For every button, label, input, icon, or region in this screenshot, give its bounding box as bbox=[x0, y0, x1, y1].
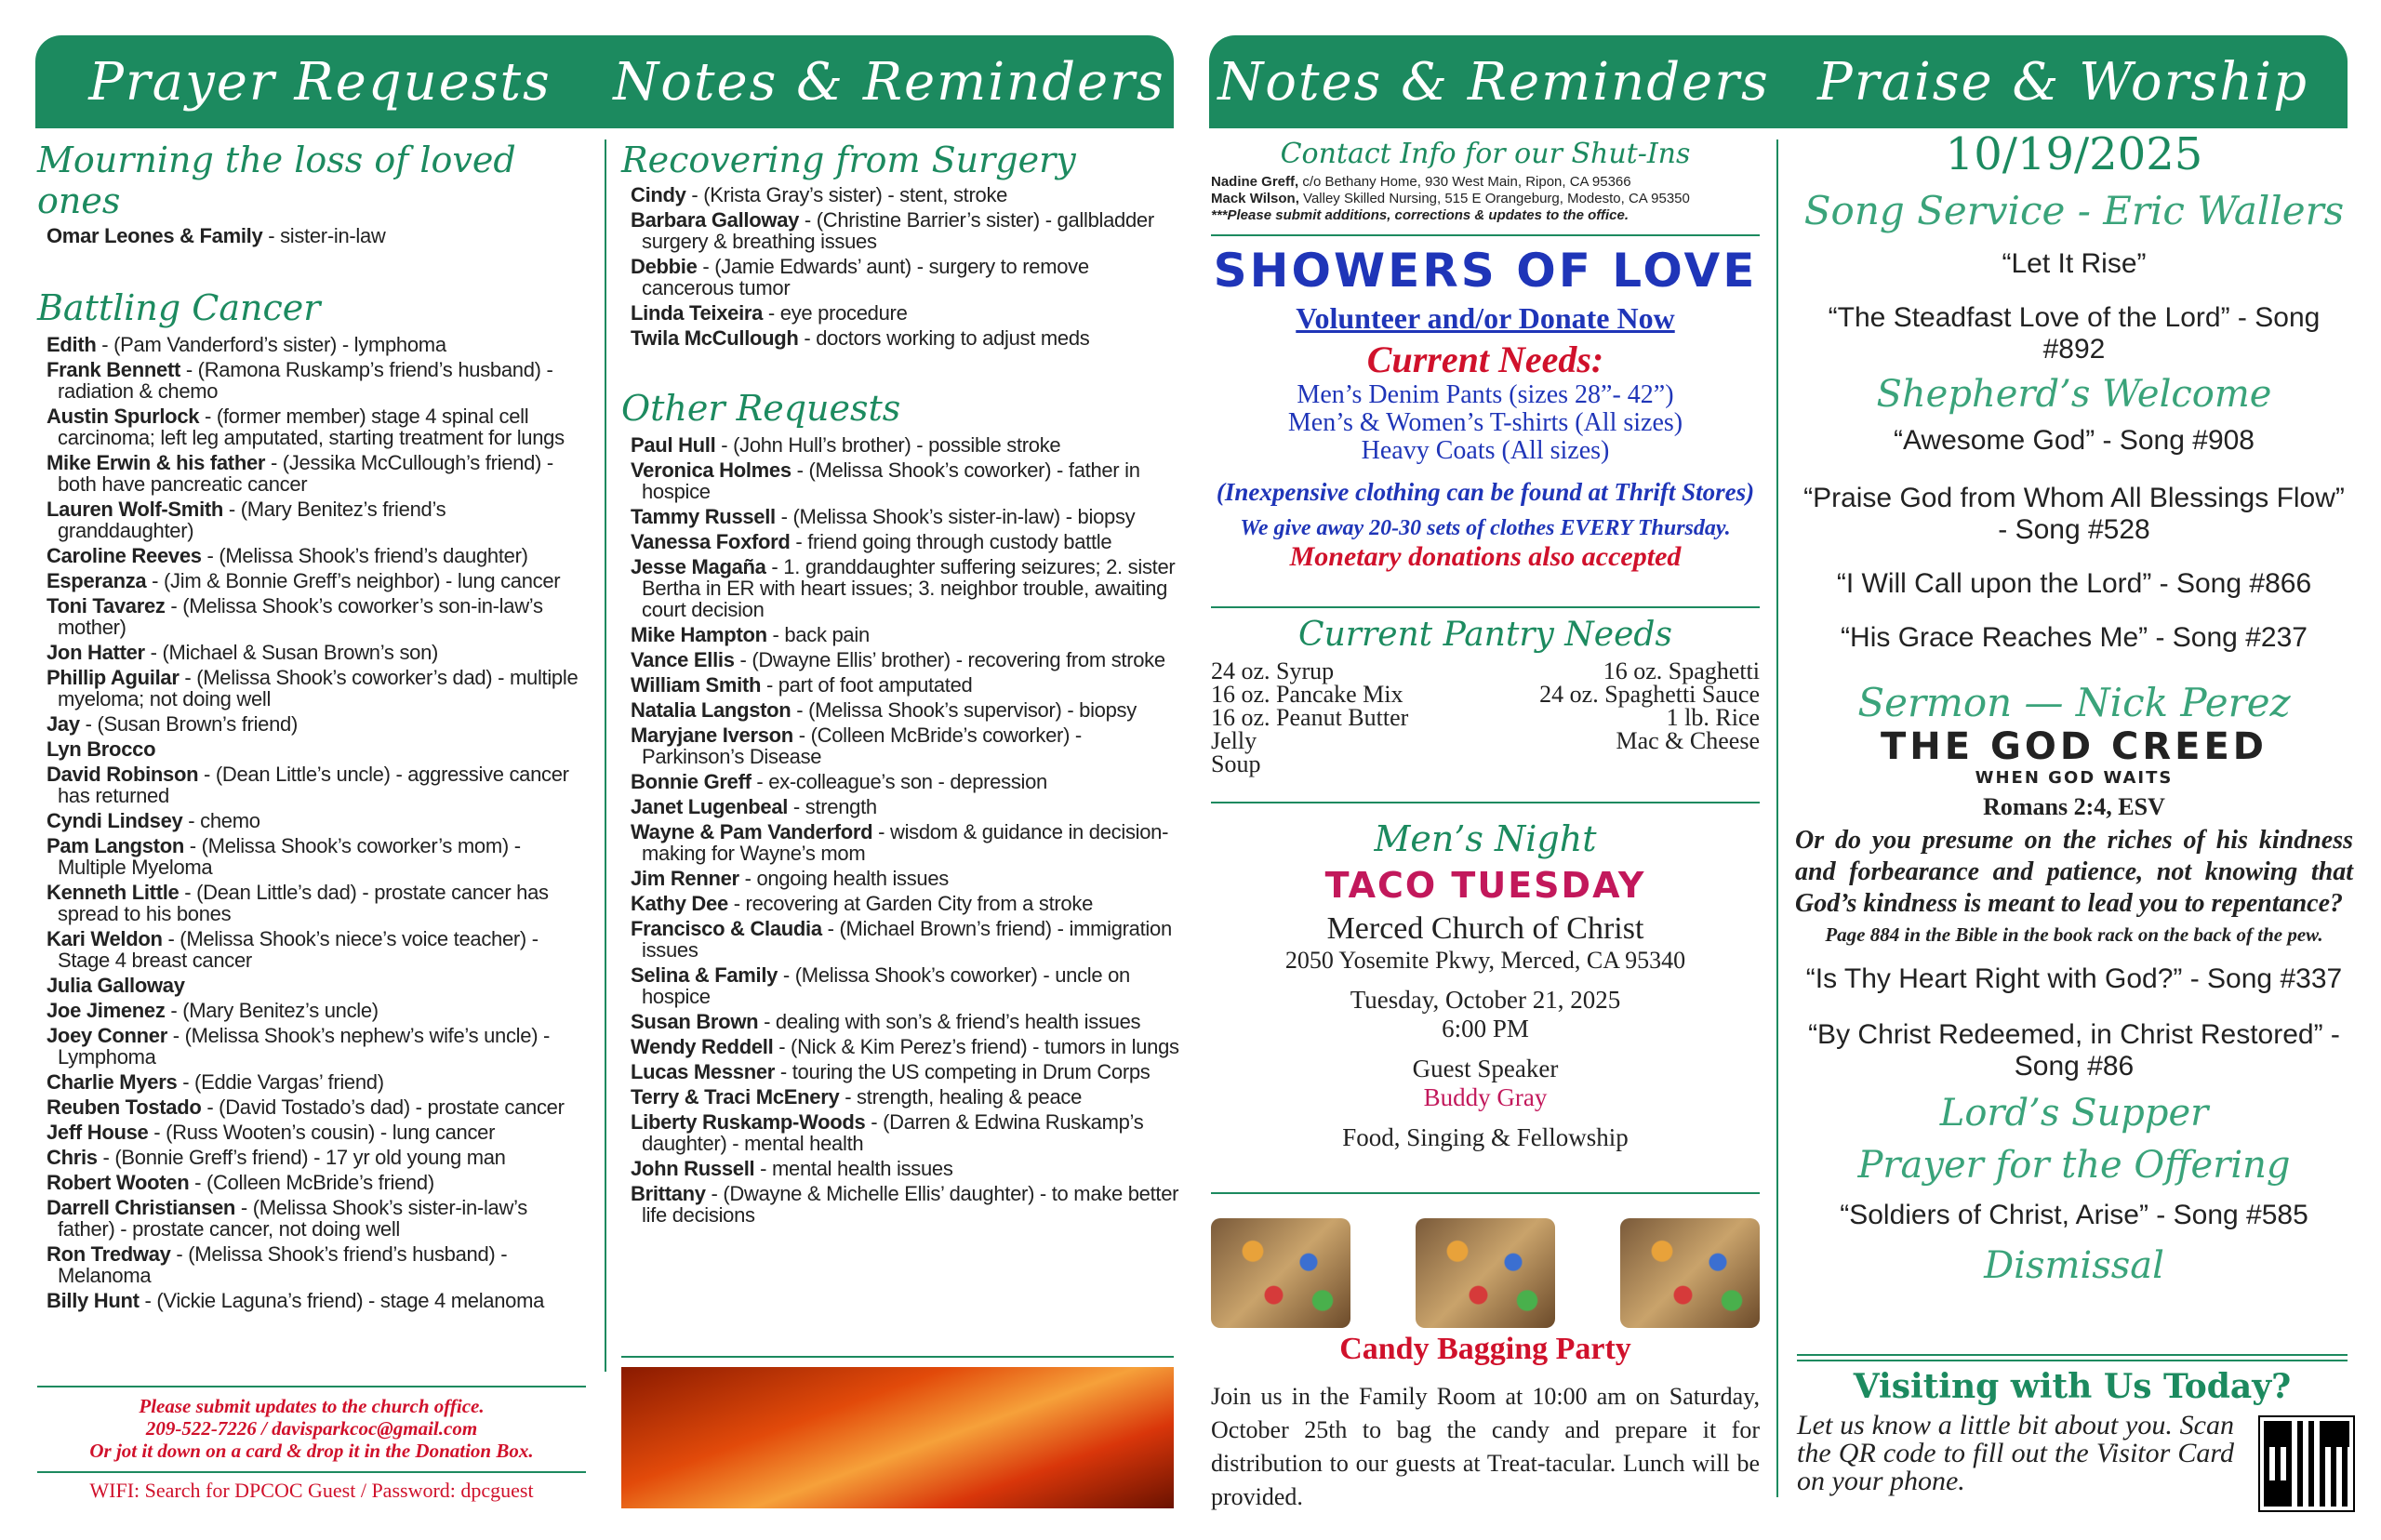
request-detail: - (Colleen McBride’s friend) bbox=[189, 1171, 434, 1194]
cancer-item bbox=[37, 359, 586, 402]
pantry-item: 16 oz. Pancake Mix bbox=[1211, 681, 1403, 708]
song-5: “I Will Call upon the Lord” - Song #866 bbox=[1836, 568, 2312, 599]
request-name: Lyn Brocco bbox=[47, 737, 156, 761]
shutin-2: Mack Wilson, Valley Skilled Nursing, 515 E Orangeburg, Modesto, CA 95350 bbox=[1211, 191, 1690, 206]
request-detail: - (Pam Vanderford’s sister) - lymphoma bbox=[96, 333, 446, 356]
divider-visiting-2 bbox=[1797, 1360, 2348, 1361]
needs-title: Current Needs: bbox=[1366, 339, 1604, 380]
cancer-item bbox=[37, 1122, 586, 1143]
request-name: Tammy Russell bbox=[631, 505, 776, 528]
song-service: Song Service - Eric Wallers bbox=[1803, 188, 2345, 233]
header-notes-right: Notes & Reminders bbox=[1217, 51, 1770, 113]
mens-night-title: Men’s Night bbox=[1374, 818, 1597, 859]
pantry-item: Soup bbox=[1211, 750, 1261, 777]
speaker-label: Guest Speaker bbox=[1412, 1055, 1559, 1082]
divider-showers bbox=[1211, 606, 1760, 608]
request-detail: - (Vickie Laguna’s friend) - stage 4 melanoma bbox=[139, 1289, 545, 1312]
request-name: Kenneth Little bbox=[47, 881, 180, 904]
other-request-item bbox=[621, 1183, 1179, 1226]
mourning-list bbox=[37, 225, 586, 246]
request-detail: - (Melissa Shook’s niece’s voice teacher) - Stage 4 breast cancer bbox=[58, 927, 539, 972]
dismissal: Dismissal bbox=[1984, 1244, 2164, 1287]
speaker-name: Buddy Gray bbox=[1423, 1083, 1548, 1111]
request-detail: - strength, healing & peace bbox=[839, 1085, 1083, 1109]
surgery-item bbox=[621, 256, 1179, 299]
request-name: Darrell Christiansen bbox=[47, 1196, 236, 1219]
request-detail: - (Jamie Edwards’ aunt) - surgery to remove cancerous tumor bbox=[642, 255, 1089, 299]
lords-supper: Lord’s Supper bbox=[1939, 1092, 2209, 1135]
request-name: Jay bbox=[47, 712, 80, 736]
request-detail: - (Susan Brown’s friend) bbox=[79, 712, 299, 736]
request-detail: - (Krista Gray’s sister) - stent, stroke bbox=[685, 183, 1008, 206]
request-name: Jeff House bbox=[47, 1121, 149, 1144]
request-name: Julia Galloway bbox=[47, 974, 185, 997]
shutins-note: ***Please submit additions, corrections & updates to the office. bbox=[1211, 207, 1629, 223]
request-detail: - (Melissa Shook’s sister-in-law) - biopsy bbox=[775, 505, 1136, 528]
request-name: Selina & Family bbox=[631, 963, 778, 987]
other-request-item bbox=[621, 674, 1179, 696]
cancer-item bbox=[37, 545, 586, 566]
request-detail: - part of foot amputated bbox=[761, 673, 973, 697]
showers-title: SHOWERS OF LOVE bbox=[1213, 244, 1758, 298]
candy-photo-2 bbox=[1416, 1218, 1555, 1328]
cancer-item bbox=[37, 713, 586, 735]
cancer-item bbox=[37, 1290, 586, 1311]
request-detail: - (Mary Benitez’s uncle) bbox=[165, 999, 379, 1022]
monetary-note: Monetary donations also accepted bbox=[1289, 541, 1682, 572]
submit-line-3: Or jot it down on a card & drop it in the Donation Box. bbox=[89, 1440, 534, 1462]
divider-prayer-footer bbox=[37, 1386, 586, 1387]
request-name: Edith bbox=[47, 333, 97, 356]
request-detail: - (Christine Barrier’s sister) - gallbladder surgery & breathing issues bbox=[642, 208, 1154, 253]
request-detail: - strength bbox=[788, 795, 877, 818]
other-request-item bbox=[621, 893, 1179, 914]
other-request-item bbox=[621, 434, 1179, 456]
other-request-item bbox=[621, 724, 1179, 767]
shutin-1: Nadine Greff, c/o Bethany Home, 930 West Main, Ripon, CA 95366 bbox=[1211, 174, 1631, 190]
request-detail: - chemo bbox=[182, 809, 260, 832]
other-request-item bbox=[621, 649, 1179, 670]
other-title: Other Requests bbox=[621, 388, 901, 429]
request-detail: - (Jim & Bonnie Greff’s neighbor) - lung cancer bbox=[146, 569, 561, 592]
cancer-item bbox=[37, 642, 586, 663]
sermon-series: THE GOD CREED bbox=[1881, 725, 2268, 768]
request-name: Terry & Traci McEnery bbox=[631, 1085, 840, 1109]
mens-food: Food, Singing & Fellowship bbox=[1342, 1123, 1629, 1151]
surgery-item bbox=[621, 184, 1179, 206]
request-detail: - (Jessika McCullough’s friend) - both have pancreatic cancer bbox=[58, 451, 553, 496]
need-3: Heavy Coats (All sizes) bbox=[1361, 436, 1610, 465]
other-request-item bbox=[621, 821, 1179, 864]
request-detail: - (Melissa Shook’s friend’s husband) - Melanoma bbox=[58, 1242, 508, 1287]
cancer-item bbox=[37, 405, 586, 448]
other-request-item bbox=[621, 1086, 1179, 1108]
request-name: Jim Renner bbox=[631, 867, 739, 890]
header-right bbox=[1209, 35, 2348, 128]
candy-body: Join us in the Family Room at 10:00 am on Saturday, October 25th to bag the candy and prepare it for distribution to our guests at Treat-tacular. Lunch will be provided. bbox=[1211, 1383, 1760, 1510]
request-name: Brittany bbox=[631, 1182, 706, 1205]
request-detail: - ongoing health issues bbox=[738, 867, 950, 890]
header-notes-left: Notes & Reminders bbox=[613, 51, 1165, 113]
request-detail: - (Melissa Shook’s friend’s daughter) bbox=[201, 544, 528, 567]
header-left bbox=[35, 35, 1174, 128]
request-name: Frank Bennett bbox=[47, 358, 181, 381]
request-name: Cyndi Lindsey bbox=[47, 809, 183, 832]
other-request-item bbox=[621, 459, 1179, 502]
song-6: “His Grace Reaches Me” - Song #237 bbox=[1841, 622, 2308, 653]
divider-mens bbox=[1211, 1192, 1760, 1194]
request-name: Wayne & Pam Vanderford bbox=[631, 820, 873, 843]
cancer-item bbox=[37, 882, 586, 924]
request-name: Austin Spurlock bbox=[47, 405, 200, 428]
mens-night-section bbox=[1211, 818, 1760, 1152]
surgery-item bbox=[621, 327, 1179, 349]
request-detail: - (Mary Benitez’s friend’s granddaughter) bbox=[58, 498, 446, 542]
surgery-list bbox=[621, 184, 1179, 349]
cancer-item bbox=[37, 835, 586, 878]
other-request-item bbox=[621, 624, 1179, 645]
request-name: Vance Ellis bbox=[631, 648, 735, 671]
request-detail: - friend going through custody battle bbox=[790, 530, 1112, 553]
request-detail: - (Melissa Shook’s coworker) - father in hospice bbox=[642, 458, 1140, 503]
other-request-item bbox=[621, 868, 1179, 889]
request-detail: - (Michael Brown’s friend) - immigration issues bbox=[642, 917, 1172, 962]
request-detail: - (Dean Little’s uncle) - aggressive cancer has returned bbox=[58, 763, 569, 807]
other-request-item bbox=[621, 699, 1179, 721]
request-name: Lauren Wolf-Smith bbox=[47, 498, 224, 521]
divider-shutins bbox=[1211, 234, 1760, 236]
request-name: Vanessa Foxford bbox=[631, 530, 791, 553]
thrift-note: (Inexpensive clothing can be found at Thrift Stores) bbox=[1216, 478, 1755, 506]
request-detail: - (Melissa Shook’s coworker’s son-in-law’s mother) bbox=[58, 594, 543, 639]
request-detail: - mental health issues bbox=[754, 1157, 953, 1180]
request-name: Ron Tredway bbox=[47, 1242, 171, 1266]
request-name: Jon Hatter bbox=[47, 641, 145, 664]
request-detail: - back pain bbox=[766, 623, 870, 646]
divider-pantry bbox=[1211, 802, 1760, 803]
candy-photo-1 bbox=[1211, 1218, 1350, 1328]
cancer-item bbox=[37, 498, 586, 541]
other-request-item bbox=[621, 1036, 1179, 1057]
header-prayer-requests: Prayer Requests bbox=[88, 51, 552, 113]
request-name: Pam Langston bbox=[47, 834, 184, 857]
request-name: Mike Hampton bbox=[631, 623, 767, 646]
request-name: Chris bbox=[47, 1146, 98, 1169]
request-detail: - (Ramona Ruskamp’s friend’s husband) - radiation & chemo bbox=[58, 358, 553, 403]
pantry-item: Mac & Cheese bbox=[1616, 727, 1760, 754]
request-name: Kathy Dee bbox=[631, 892, 728, 915]
cancer-item bbox=[37, 452, 586, 495]
request-name: Jesse Magaña bbox=[631, 555, 766, 578]
header-praise-worship: Praise & Worship bbox=[1817, 51, 2308, 113]
request-detail: - (Darren & Edwina Ruskamp’s daughter) - mental health bbox=[642, 1110, 1144, 1155]
mens-address: 2050 Yosemite Pkwy, Merced, CA 95340 bbox=[1284, 947, 1686, 974]
request-detail: - (Dwayne & Michelle Ellis’ daughter) - to make better life decisions bbox=[642, 1182, 1179, 1227]
cancer-item bbox=[37, 1147, 586, 1168]
surgery-item bbox=[621, 302, 1179, 324]
mourning-item bbox=[37, 225, 586, 246]
request-detail: - (Melissa Shook’s coworker) - uncle on hospice bbox=[642, 963, 1130, 1008]
cancer-item bbox=[37, 570, 586, 591]
cancer-item bbox=[37, 1000, 586, 1021]
request-name: Barbara Galloway bbox=[631, 208, 800, 232]
wifi-info: WIFI: Search for DPCOC Guest / Password: dpcguest bbox=[89, 1479, 534, 1502]
request-detail: - (Nick & Kim Perez’s friend) - tumors in lungs bbox=[773, 1035, 1179, 1058]
other-request-item bbox=[621, 556, 1179, 620]
other-request-item bbox=[621, 1111, 1179, 1154]
cancer-item bbox=[37, 738, 586, 760]
cancer-item bbox=[37, 1025, 586, 1068]
divider-wifi bbox=[37, 1471, 586, 1473]
divider-visiting-1 bbox=[1797, 1354, 2348, 1356]
request-detail: - (former member) stage 4 spinal cell carcinoma; left leg amputated, starting treatment for lungs bbox=[58, 405, 565, 449]
other-list bbox=[621, 434, 1179, 1226]
song-4: “Praise God from Whom All Blessings Flow” - Song #528 bbox=[1803, 483, 2345, 545]
shepherds-welcome: Shepherd’s Welcome bbox=[1876, 373, 2272, 416]
request-detail: - wisdom & guidance in decision-making for Wayne’s mom bbox=[642, 820, 1169, 865]
pantry-left bbox=[1211, 659, 1408, 776]
worship-date: 10/19/2025 bbox=[1945, 128, 2203, 180]
request-detail: - (John Hull’s brother) - possible stroke bbox=[715, 433, 1061, 457]
request-detail: - (Colleen McBride’s coworker) - Parkinson’s Disease bbox=[642, 724, 1082, 768]
cancer-list bbox=[37, 334, 586, 1311]
song-1: “Let It Rise” bbox=[2002, 248, 2147, 279]
cancer-item bbox=[37, 928, 586, 971]
request-detail: - (Eddie Vargas’ friend) bbox=[177, 1070, 384, 1094]
need-2: Men’s & Women’s T-shirts (All sizes) bbox=[1287, 408, 1683, 437]
request-name: Charlie Myers bbox=[47, 1070, 178, 1094]
request-detail: - 1. granddaughter suffering seizures; 2. sister Bertha in ER with heart issues; 3. neighbor trouble, awaiting court decision bbox=[642, 555, 1176, 621]
cancer-item bbox=[37, 595, 586, 638]
mens-church: Merced Church of Christ bbox=[1326, 911, 1644, 946]
request-name: Joey Conner bbox=[47, 1024, 167, 1047]
prayer-offering: Prayer for the Offering bbox=[1857, 1144, 2291, 1187]
request-name: Omar Leones & Family bbox=[47, 224, 263, 247]
request-detail: - (Russ Wooten’s cousin) - lung cancer bbox=[148, 1121, 496, 1144]
cancer-item bbox=[37, 1096, 586, 1118]
taco-tuesday: TACO TUESDAY bbox=[1324, 865, 1646, 906]
cancer-item bbox=[37, 1243, 586, 1286]
submit-note bbox=[37, 1395, 586, 1462]
pantry-item: 16 oz. Peanut Butter bbox=[1211, 704, 1409, 731]
request-name: William Smith bbox=[631, 673, 762, 697]
pantry-item: Jelly bbox=[1211, 727, 1257, 754]
worship-column bbox=[1795, 128, 2353, 1287]
request-name: John Russell bbox=[631, 1157, 755, 1180]
mens-date: Tuesday, October 21, 2025 bbox=[1350, 986, 1621, 1014]
request-name: Liberty Ruskamp-Woods bbox=[631, 1110, 866, 1134]
request-detail: - (Melissa Shook’s coworker’s dad) - multiple myeloma; not doing well bbox=[58, 666, 579, 710]
request-name: Esperanza bbox=[47, 569, 147, 592]
other-request-item bbox=[621, 918, 1179, 961]
request-detail: - (Dwayne Ellis’ brother) - recovering from stroke bbox=[734, 648, 1165, 671]
sermon-subtitle: WHEN GOD WAITS bbox=[1975, 768, 2174, 788]
request-name: Debbie bbox=[631, 255, 698, 278]
request-detail: - (Dean Little’s dad) - prostate cancer has spread to his bones bbox=[58, 881, 549, 925]
request-name: Bonnie Greff bbox=[631, 770, 752, 793]
request-name: Linda Teixeira bbox=[631, 301, 764, 325]
pantry-title: Current Pantry Needs bbox=[1298, 616, 1672, 654]
other-request-item bbox=[621, 506, 1179, 527]
visiting-title: Visiting with Us Today? bbox=[1853, 1367, 2292, 1406]
divider-col1 bbox=[605, 139, 606, 1372]
request-name: Joe Jimenez bbox=[47, 999, 166, 1022]
request-detail: - (Melissa Shook’s coworker’s mom) - Multiple Myeloma bbox=[58, 834, 521, 879]
song-8: “By Christ Redeemed, in Christ Restored” - Song #86 bbox=[1808, 1019, 2340, 1082]
request-name: Wendy Reddell bbox=[631, 1035, 774, 1058]
visiting-body: Let us know a little bit about you. Scan the QR code to fill out the Visitor Card on your phone. bbox=[1797, 1410, 2234, 1496]
page-note: Page 884 in the Bible in the book rack on the back of the pew. bbox=[1825, 923, 2323, 946]
shutins-title: Contact Info for our Shut-Ins bbox=[1280, 138, 1691, 170]
other-request-item bbox=[621, 796, 1179, 817]
request-detail: - eye procedure bbox=[763, 301, 908, 325]
submit-line-1: Please submit updates to the church office. bbox=[139, 1395, 485, 1417]
song-9: “Soldiers of Christ, Arise” - Song #585 bbox=[1840, 1200, 2308, 1230]
cancer-item bbox=[37, 1172, 586, 1193]
divider-notes-bottom bbox=[621, 1356, 1174, 1358]
song-7: “Is Thy Heart Right with God?” - Song #337 bbox=[1805, 963, 2343, 994]
pantry-item: 16 oz. Spaghetti bbox=[1603, 657, 1760, 684]
song-3: “Awesome God” - Song #908 bbox=[1894, 425, 2255, 456]
request-name: Kari Weldon bbox=[47, 927, 163, 950]
cancer-title: Battling Cancer bbox=[37, 287, 321, 328]
request-detail: - ex-colleague’s son - depression bbox=[751, 770, 1047, 793]
request-name: Twila McCullough bbox=[631, 326, 799, 350]
request-detail: - (Melissa Shook’s sister-in-law’s father) - prostate cancer, not doing well bbox=[58, 1196, 527, 1241]
other-request-item bbox=[621, 964, 1179, 1007]
cancer-item bbox=[37, 334, 586, 355]
request-detail: - touring the US competing in Drum Corps bbox=[775, 1060, 1151, 1083]
request-name: Janet Lugenbeal bbox=[631, 795, 789, 818]
request-name: Maryjane Iverson bbox=[631, 724, 793, 747]
request-name: Billy Hunt bbox=[47, 1289, 140, 1312]
other-request-item bbox=[621, 1158, 1179, 1179]
request-detail: - (Melissa Shook’s supervisor) - biopsy bbox=[791, 698, 1137, 722]
flame-image bbox=[621, 1367, 1174, 1508]
cancer-item bbox=[37, 667, 586, 710]
request-detail: - doctors working to adjust meds bbox=[798, 326, 1090, 350]
request-name: Paul Hull bbox=[631, 433, 716, 457]
pantry-item: 24 oz. Spaghetti Sauce bbox=[1539, 681, 1760, 708]
request-name: Mike Erwin & his father bbox=[47, 451, 266, 474]
cancer-item bbox=[37, 975, 586, 996]
request-detail: - sister-in-law bbox=[262, 224, 386, 247]
other-request-item bbox=[621, 771, 1179, 792]
request-name: Susan Brown bbox=[631, 1010, 759, 1033]
request-name: Lucas Messner bbox=[631, 1060, 776, 1083]
request-name: David Robinson bbox=[47, 763, 199, 786]
request-detail: - recovering at Garden City from a stroke bbox=[727, 892, 1094, 915]
request-name: Toni Tavarez bbox=[47, 594, 166, 617]
request-detail: - (David Tostado’s dad) - prostate cancer bbox=[201, 1095, 565, 1119]
surgery-title: Recovering from Surgery bbox=[621, 139, 1076, 180]
pantry-lists bbox=[1211, 659, 1760, 776]
request-name: Robert Wooten bbox=[47, 1171, 190, 1194]
cancer-item bbox=[37, 1071, 586, 1093]
shutins-section bbox=[1211, 138, 1760, 224]
other-request-item bbox=[621, 531, 1179, 552]
pantry-section bbox=[1211, 616, 1760, 776]
pantry-right bbox=[1539, 659, 1760, 776]
pantry-item: 1 lb. Rice bbox=[1666, 704, 1760, 731]
need-1: Men’s Denim Pants (sizes 28”- 42”) bbox=[1297, 380, 1674, 409]
mens-time: 6:00 PM bbox=[1442, 1015, 1529, 1042]
surgery-item bbox=[621, 209, 1179, 252]
scripture-verse: Or do you presume on the riches of his kindness and forbearance and patience, not knowing that God’s kindness is meant to lead you to repentance? bbox=[1795, 826, 2353, 918]
sermon-title: Sermon — Nick Perez bbox=[1857, 680, 2291, 725]
request-name: Veronica Holmes bbox=[631, 458, 791, 482]
candy-title: Candy Bagging Party bbox=[1339, 1332, 1631, 1366]
prayer-column bbox=[37, 139, 586, 1315]
cancer-item bbox=[37, 1197, 586, 1240]
request-name: Caroline Reeves bbox=[47, 544, 202, 567]
song-2: “The Steadfast Love of the Lord” - Song #892 bbox=[1828, 302, 2321, 365]
showers-section bbox=[1211, 244, 1760, 573]
giveaway-note: We give away 20-30 sets of clothes EVERY Thursday. bbox=[1240, 516, 1731, 540]
submit-line-2: 209-522-7226 / davisparkcoc@gmail.com bbox=[145, 1417, 478, 1440]
request-detail: - (Melissa Shook’s nephew’s wife’s uncle) - Lymphoma bbox=[58, 1024, 551, 1069]
cancer-item bbox=[37, 810, 586, 831]
request-detail: - dealing with son’s & friend’s health issues bbox=[758, 1010, 1141, 1033]
request-detail: - (Bonnie Greff’s friend) - 17 yr old young man bbox=[97, 1146, 506, 1169]
other-request-item bbox=[621, 1011, 1179, 1032]
divider-col3 bbox=[1776, 139, 1778, 1497]
request-name: Natalia Langston bbox=[631, 698, 791, 722]
request-detail: - (Michael & Susan Brown’s son) bbox=[144, 641, 439, 664]
request-name: Francisco & Claudia bbox=[631, 917, 822, 940]
candy-photo-3 bbox=[1620, 1218, 1760, 1328]
other-request-item bbox=[621, 1061, 1179, 1082]
scripture-reference: Romans 2:4, ESV bbox=[1983, 793, 2165, 820]
mourning-title: Mourning the loss of loved ones bbox=[37, 139, 516, 221]
candy-section bbox=[1211, 1332, 1760, 1514]
volunteer-link[interactable]: Volunteer and/or Donate Now bbox=[1296, 301, 1675, 335]
shutins-list bbox=[1211, 174, 1760, 224]
notes-column bbox=[621, 139, 1179, 1229]
qr-code[interactable] bbox=[2260, 1417, 2353, 1510]
cancer-item bbox=[37, 763, 586, 806]
request-name: Reuben Tostado bbox=[47, 1095, 202, 1119]
request-name: Cindy bbox=[631, 183, 686, 206]
request-name: Phillip Aguilar bbox=[47, 666, 180, 689]
pantry-item: 24 oz. Syrup bbox=[1211, 657, 1335, 684]
